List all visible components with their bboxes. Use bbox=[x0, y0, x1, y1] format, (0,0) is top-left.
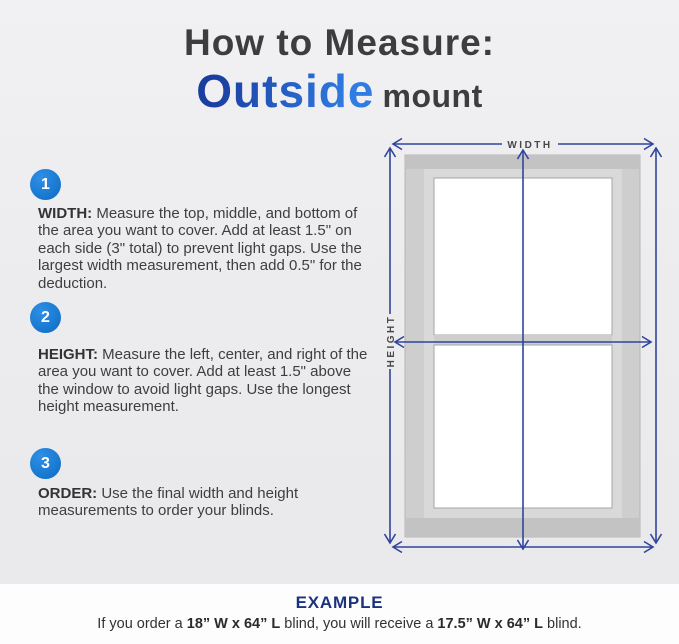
title-line1: How to Measure: bbox=[183, 22, 496, 63]
step-2-label: HEIGHT: bbox=[38, 346, 98, 363]
step-3-badge bbox=[30, 448, 61, 479]
example-sentence bbox=[0, 616, 679, 632]
step-2-text bbox=[38, 346, 374, 416]
example-middle: blind, you will receive a bbox=[280, 616, 438, 632]
example-suffix: blind. bbox=[543, 616, 582, 632]
right-height-arrow bbox=[651, 148, 662, 543]
example-heading: EXAMPLE bbox=[295, 593, 384, 612]
step-2-badge bbox=[30, 302, 61, 333]
example-section bbox=[0, 584, 679, 644]
example-prefix: If you order a bbox=[97, 616, 187, 632]
example-received-size: 17.5” W x 64” L bbox=[437, 616, 543, 632]
page-title bbox=[0, 24, 679, 115]
window-measure-diagram bbox=[378, 130, 670, 572]
step-1-body: Measure the top, middle, and bottom of the area you want to cover. Add at least 1.5" on each side (3" total) to prevent light gaps. Use the largest width measurement, then add 0.5" for the deduction. bbox=[38, 205, 362, 292]
step-3-label: ORDER: bbox=[38, 485, 98, 502]
step-3-number: 3 bbox=[41, 454, 50, 472]
step-1-text bbox=[38, 205, 374, 292]
title-line2 bbox=[0, 64, 679, 117]
step-2-number: 2 bbox=[41, 308, 50, 326]
step-2-body: Measure the left, center, and right of the area you want to cover. Add at least 1.5" above the window to avoid light gaps. Use the longest height measurement. bbox=[38, 346, 368, 416]
title-suffix: mount bbox=[382, 77, 483, 114]
step-3-text bbox=[38, 485, 374, 520]
step-3-body: Use the final width and height measurements to order your blinds. bbox=[38, 485, 299, 520]
step-1-number: 1 bbox=[41, 175, 50, 193]
width-dimension-label: WIDTH bbox=[507, 140, 553, 151]
example-ordered-size: 18” W x 64” L bbox=[186, 616, 281, 632]
step-1-badge bbox=[30, 169, 61, 200]
height-dimension-label: HEIGHT bbox=[386, 314, 397, 368]
step-1-label: WIDTH: bbox=[38, 205, 93, 222]
title-highlight: Outside bbox=[196, 64, 375, 117]
